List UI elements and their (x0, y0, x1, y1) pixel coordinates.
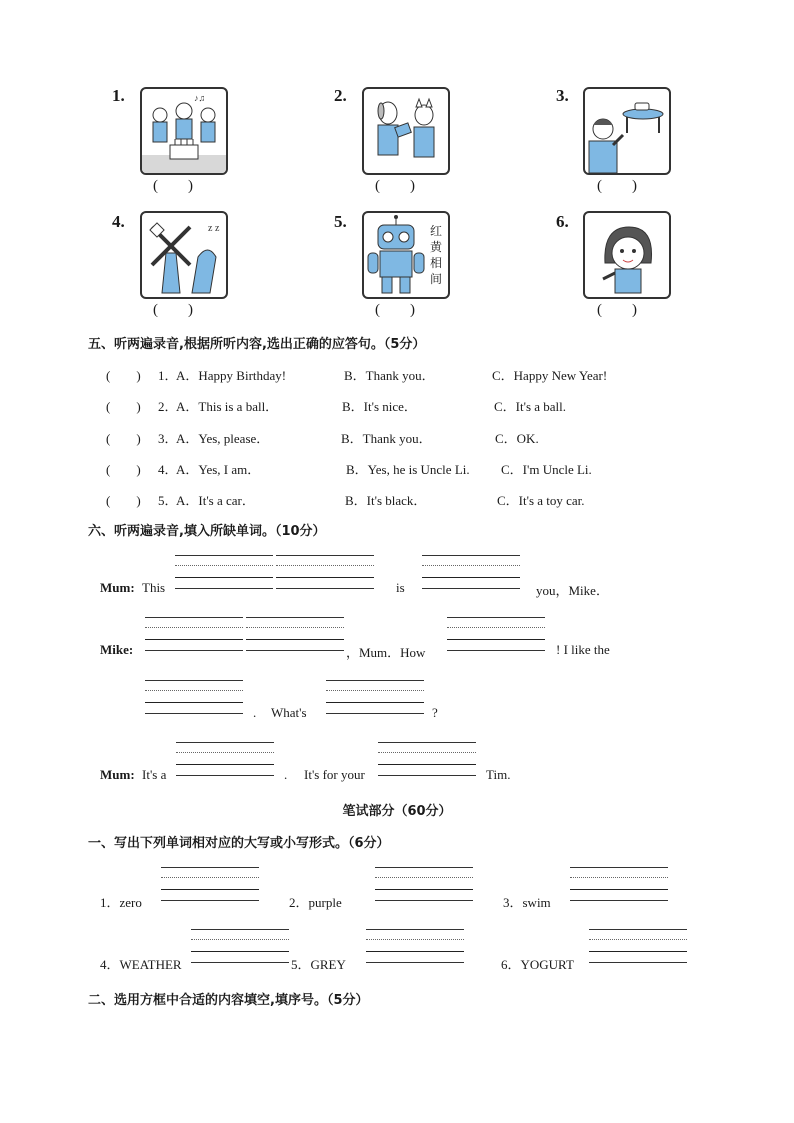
section5-title: 五、听两遍录音,根据所听内容,选出正确的应答句。（5分） (88, 337, 426, 352)
option-b[interactable]: B．It's black． (345, 493, 427, 508)
option-c[interactable]: C．It's a ball. (494, 399, 567, 414)
speaker-mum: Mum: (100, 580, 135, 595)
writing-line-blank[interactable] (422, 555, 520, 589)
robot-label-char: 黄 (429, 240, 442, 254)
boy-pointing-icon (585, 89, 669, 173)
girl-icon (585, 213, 669, 297)
picture-number-1: 1. (112, 86, 125, 105)
writing-line-blank[interactable] (145, 680, 243, 714)
answer-paren-5[interactable]: ( ) (375, 302, 415, 318)
birthday-party-icon (142, 89, 226, 173)
option-c[interactable]: C．It's a toy car. (497, 493, 585, 508)
speaker-mike: Mike: (100, 642, 134, 657)
picture-number-5: 5. (334, 212, 347, 231)
written-part-title: 笔试部分（60分） (342, 804, 452, 819)
dialog-text: What's (271, 705, 307, 720)
writing-line-blank[interactable] (378, 742, 476, 776)
birthday-party-picture (140, 87, 228, 175)
picture-number-6: 6. (556, 212, 569, 231)
item-number: 5． (158, 493, 178, 508)
option-b[interactable]: B．Thank you． (344, 368, 435, 383)
dialog-text: ! I like the (556, 642, 610, 657)
answer-paren-1[interactable]: ( ) (153, 178, 193, 194)
picture-number-2: 2. (334, 86, 347, 105)
writing-line-blank[interactable] (589, 929, 687, 963)
dialog-text: ? (432, 705, 438, 720)
option-c[interactable]: C．OK. (495, 431, 539, 446)
option-a[interactable]: A．Yes, please． (176, 431, 270, 446)
word-item: 3．swim (503, 895, 551, 910)
picture-number-4: 4. (112, 212, 125, 231)
svg-text:z z: z z (208, 223, 220, 234)
option-a[interactable]: A．This is a ball． (176, 399, 279, 414)
dialog-text: you，Mike． (536, 583, 609, 598)
writing-line-blank[interactable] (161, 867, 259, 901)
writing-line-blank[interactable] (570, 867, 668, 901)
written-section1-title: 一、写出下列单词相对应的大写或小写形式。（6分） (88, 836, 390, 851)
picture-number-3: 3. (556, 86, 569, 105)
writing-line-blank[interactable] (246, 617, 344, 651)
item-number: 2． (158, 399, 178, 414)
option-a[interactable]: A．Yes, I am． (176, 462, 261, 477)
dialog-text: . (253, 705, 257, 720)
speaker-mum: Mum: (100, 767, 135, 782)
windmill-picture (140, 211, 228, 299)
robot-label-char: 相 (429, 256, 442, 270)
dog-and-cat-picture (362, 87, 450, 175)
writing-line-blank[interactable] (276, 555, 374, 589)
dialog-text: This (142, 580, 166, 595)
dialog-text: is (396, 580, 405, 595)
robot-label-char: 红 (429, 224, 442, 238)
dialog-text: It's for your (304, 767, 365, 782)
writing-line-blank[interactable] (326, 680, 424, 714)
boy-and-table-picture (583, 87, 671, 175)
answer-paren[interactable]: ( ) (106, 493, 141, 508)
option-b[interactable]: B．It's nice． (342, 399, 417, 414)
writing-line-blank[interactable] (447, 617, 545, 651)
item-number: 1． (158, 368, 178, 383)
writing-line-blank[interactable] (191, 929, 289, 963)
answer-paren-6[interactable]: ( ) (597, 302, 637, 318)
word-item: 1．zero (100, 895, 142, 910)
written-section2-title: 二、选用方框中合适的内容填空,填序号。（5分） (88, 993, 369, 1008)
dialog-text: ，Mum．How (346, 645, 426, 660)
dialog-text: Tim. (486, 767, 511, 782)
dog-and-cat-icon (364, 89, 448, 173)
answer-paren[interactable]: ( ) (106, 462, 141, 477)
word-item: 6．YOGURT (501, 957, 574, 972)
option-b[interactable]: B．Thank you． (341, 431, 432, 446)
answer-paren-2[interactable]: ( ) (375, 178, 415, 194)
option-c[interactable]: C．Happy New Year! (492, 368, 608, 383)
writing-line-blank[interactable] (176, 742, 274, 776)
word-item: 4．WEATHER (100, 957, 182, 972)
dialog-text: . (284, 767, 288, 782)
option-a[interactable]: A．It's a car． (176, 493, 255, 508)
option-b[interactable]: B．Yes, he is Uncle Li. (346, 462, 470, 477)
item-number: 3． (158, 431, 178, 446)
dialog-text: It's a (142, 767, 167, 782)
robot-label-char: 间 (429, 272, 442, 286)
section6-title: 六、听两遍录音,填入所缺单词。（10分） (88, 524, 326, 539)
item-number: 4． (158, 462, 178, 477)
robot-label (428, 223, 444, 287)
writing-line-blank[interactable] (175, 555, 273, 589)
answer-paren[interactable]: ( ) (106, 368, 141, 383)
writing-line-blank[interactable] (366, 929, 464, 963)
writing-line-blank[interactable] (145, 617, 243, 651)
word-item: 2．purple (289, 895, 342, 910)
writing-line-blank[interactable] (375, 867, 473, 901)
robot-picture (362, 211, 450, 299)
answer-paren[interactable]: ( ) (106, 399, 141, 414)
word-item: 5．GREY (291, 957, 346, 972)
girl-picture (583, 211, 671, 299)
answer-paren-4[interactable]: ( ) (153, 302, 193, 318)
windmill-icon (142, 213, 226, 297)
option-a[interactable]: A．Happy Birthday! (176, 368, 287, 383)
answer-paren[interactable]: ( ) (106, 431, 141, 446)
option-c[interactable]: C．I'm Uncle Li. (501, 462, 592, 477)
svg-text:♪♫: ♪♫ (194, 93, 206, 103)
answer-paren-3[interactable]: ( ) (597, 178, 637, 194)
